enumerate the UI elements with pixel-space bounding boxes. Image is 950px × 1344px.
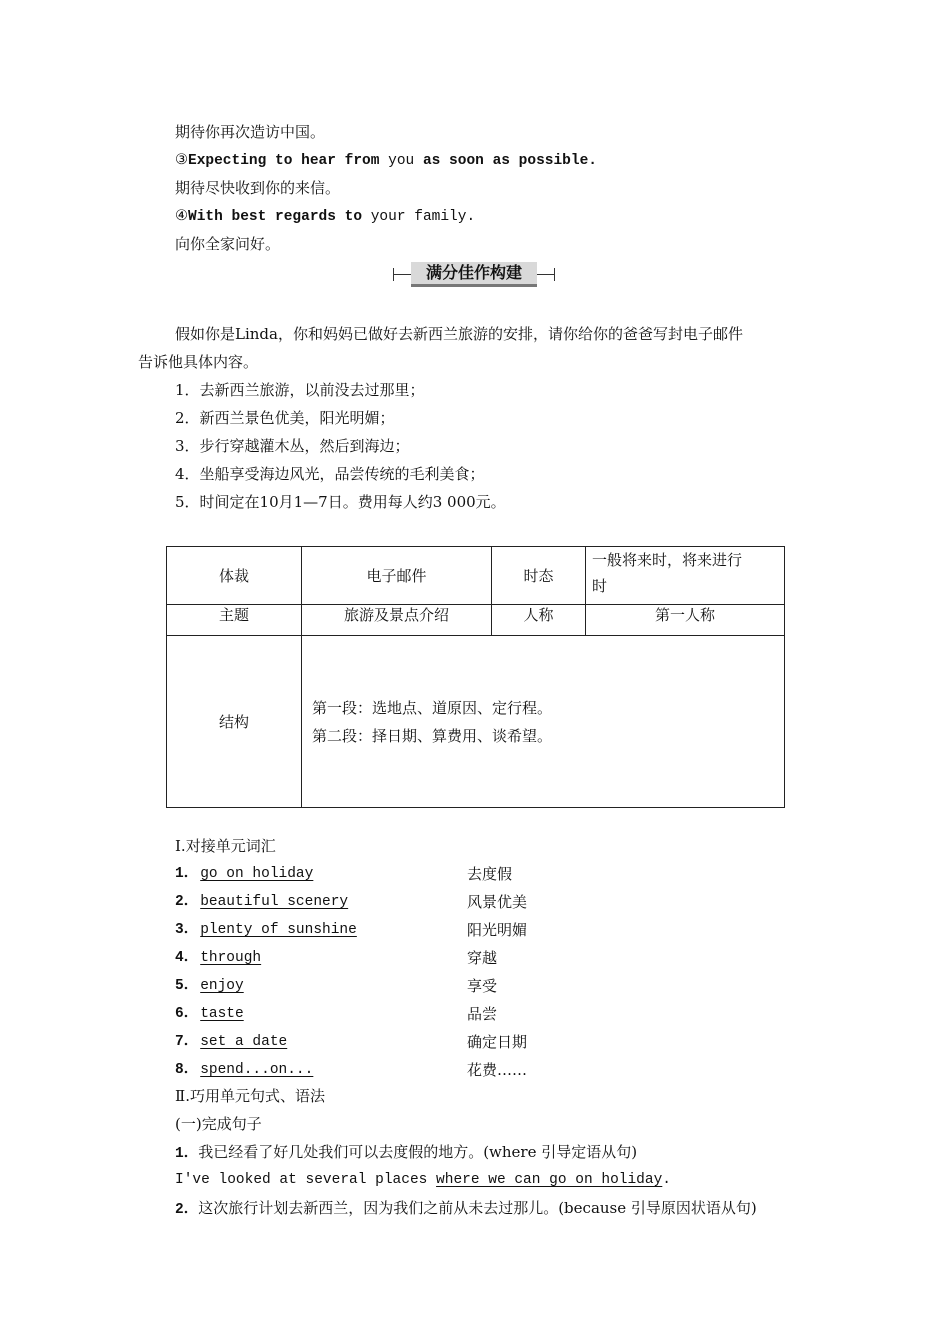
text: 告诉他具体内容。 (138, 353, 259, 371)
item-number: 3． (175, 922, 199, 938)
text: 4．坐船享受海边风光，品尝传统的毛利美食； (175, 465, 485, 483)
sentence-3 (175, 146, 597, 174)
text: 假如你是Linda，你和妈妈已做好去新西兰旅游的安排，请你给你的爸爸写封电子邮件 (175, 325, 743, 343)
task-point (175, 460, 485, 488)
answer-1 (175, 1166, 671, 1194)
item-chinese: 阳光明媚 (467, 921, 528, 939)
tense-value-line: 一般将来时，将来进行 (592, 551, 743, 569)
chinese-line (175, 174, 340, 202)
item-chinese: 去度假 (467, 865, 513, 883)
list-item (175, 1028, 287, 1056)
person-value: 第一人称 (586, 605, 785, 636)
topic-value: 旅游及景点介绍 (302, 605, 492, 636)
grammar-heading (175, 1082, 325, 1110)
item-number: 2． (175, 894, 199, 910)
item-number: 5． (175, 978, 199, 994)
vocab-heading (175, 832, 276, 860)
list-item (175, 888, 348, 916)
list-item (175, 944, 261, 972)
tense-value (586, 547, 785, 605)
circle-number: ④ (175, 208, 188, 224)
question-text: 我已经看了好几处我们可以去度假的地方。(where 引导定语从句) (198, 1143, 638, 1161)
text: 1．去新西兰旅游，以前没去过那里； (175, 381, 425, 399)
sentence-4 (175, 202, 475, 230)
question-text: 这次旅行计划去新西兰，因为我们之前从未去过那儿。(because 引导原因状语从句) (198, 1199, 757, 1217)
item-chinese: 花费…… (467, 1061, 528, 1079)
list-item (175, 1056, 313, 1084)
item-english: plenty of sunshine (200, 922, 357, 938)
text: (一)完成句子 (175, 1115, 262, 1133)
banner-rule-end (393, 268, 394, 281)
list-item (175, 972, 244, 1000)
text: 期待尽快收到你的来信。 (175, 179, 341, 197)
tense-value-line: 时 (592, 577, 608, 595)
structure-value (302, 636, 785, 808)
text: Ⅰ.对接单元词汇 (175, 837, 276, 855)
question-1 (175, 1138, 637, 1166)
chinese-line (175, 118, 325, 146)
item-chinese: 穿越 (467, 949, 498, 967)
item-english: go on holiday (200, 866, 314, 882)
table-row (167, 605, 785, 636)
answer-prefix: I've looked at several places (175, 1172, 437, 1188)
item-number: 8． (175, 1062, 199, 1078)
item-number: 6． (175, 1006, 199, 1022)
table-row (167, 547, 785, 605)
punctuation: . (662, 1172, 671, 1188)
structure-label: 结构 (167, 636, 302, 808)
list-item (175, 1000, 244, 1028)
text: Ⅱ.巧用单元句式、语法 (175, 1087, 325, 1105)
section-banner (393, 262, 555, 288)
item-number: 2． (175, 1202, 199, 1218)
item-english: taste (200, 1006, 244, 1022)
item-english: spend...on... (200, 1062, 314, 1078)
chinese-line (175, 230, 280, 258)
tense-label: 时态 (492, 547, 586, 605)
bold-phrase: With best regards to (188, 209, 363, 225)
list-item (175, 916, 357, 944)
item-chinese: 品尝 (467, 1005, 498, 1023)
list-item (175, 860, 313, 888)
item-english: set a date (200, 1034, 288, 1050)
task-point (175, 432, 410, 460)
item-chinese: 确定日期 (467, 1033, 528, 1051)
item-chinese: 风景优美 (467, 893, 528, 911)
text: 3．步行穿越灌木丛，然后到海边； (175, 437, 410, 455)
genre-value: 电子邮件 (302, 547, 492, 605)
item-number: 1． (175, 1146, 199, 1162)
item-english: enjoy (200, 978, 244, 994)
item-chinese: 享受 (467, 977, 498, 995)
text: 5．时间定在10月1—7日。费用每人约3 000元。 (175, 493, 506, 511)
item-english: beautiful scenery (200, 894, 349, 910)
text: 期待你再次造访中国。 (175, 123, 326, 141)
bold-phrase: as soon as possible (422, 153, 589, 169)
item-english: through (200, 950, 262, 966)
circle-number: ③ (175, 152, 188, 168)
topic-label: 主题 (167, 605, 302, 636)
text: 2．新西兰景色优美，阳光明媚； (175, 409, 395, 427)
item-number: 1． (175, 866, 199, 882)
question-2 (175, 1194, 757, 1222)
task-point (175, 488, 506, 516)
answer-blank: where we can go on holiday (436, 1172, 663, 1188)
grammar-subheading (175, 1110, 262, 1138)
text: 向你全家问好。 (175, 235, 281, 253)
structure-line: 第一段：选地点、道原因、定行程。 (312, 698, 553, 717)
punctuation: . (588, 153, 597, 169)
bold-phrase: Expecting to hear from (188, 153, 380, 169)
task-point (175, 404, 395, 432)
writing-analysis-table (166, 546, 785, 808)
task-intro (138, 348, 258, 376)
item-number: 4． (175, 950, 199, 966)
task-point (175, 376, 425, 404)
genre-label: 体裁 (167, 547, 302, 605)
person-label: 人称 (492, 605, 586, 636)
structure-line: 第二段：择日期、算费用、谈希望。 (312, 726, 553, 745)
normal-text: your family. (362, 209, 476, 225)
table-row (167, 636, 785, 808)
item-number: 7． (175, 1034, 199, 1050)
task-intro (175, 320, 743, 348)
banner-title: 满分佳作构建 (411, 262, 537, 287)
banner-rule-end (554, 268, 555, 281)
normal-text: you (379, 153, 423, 169)
